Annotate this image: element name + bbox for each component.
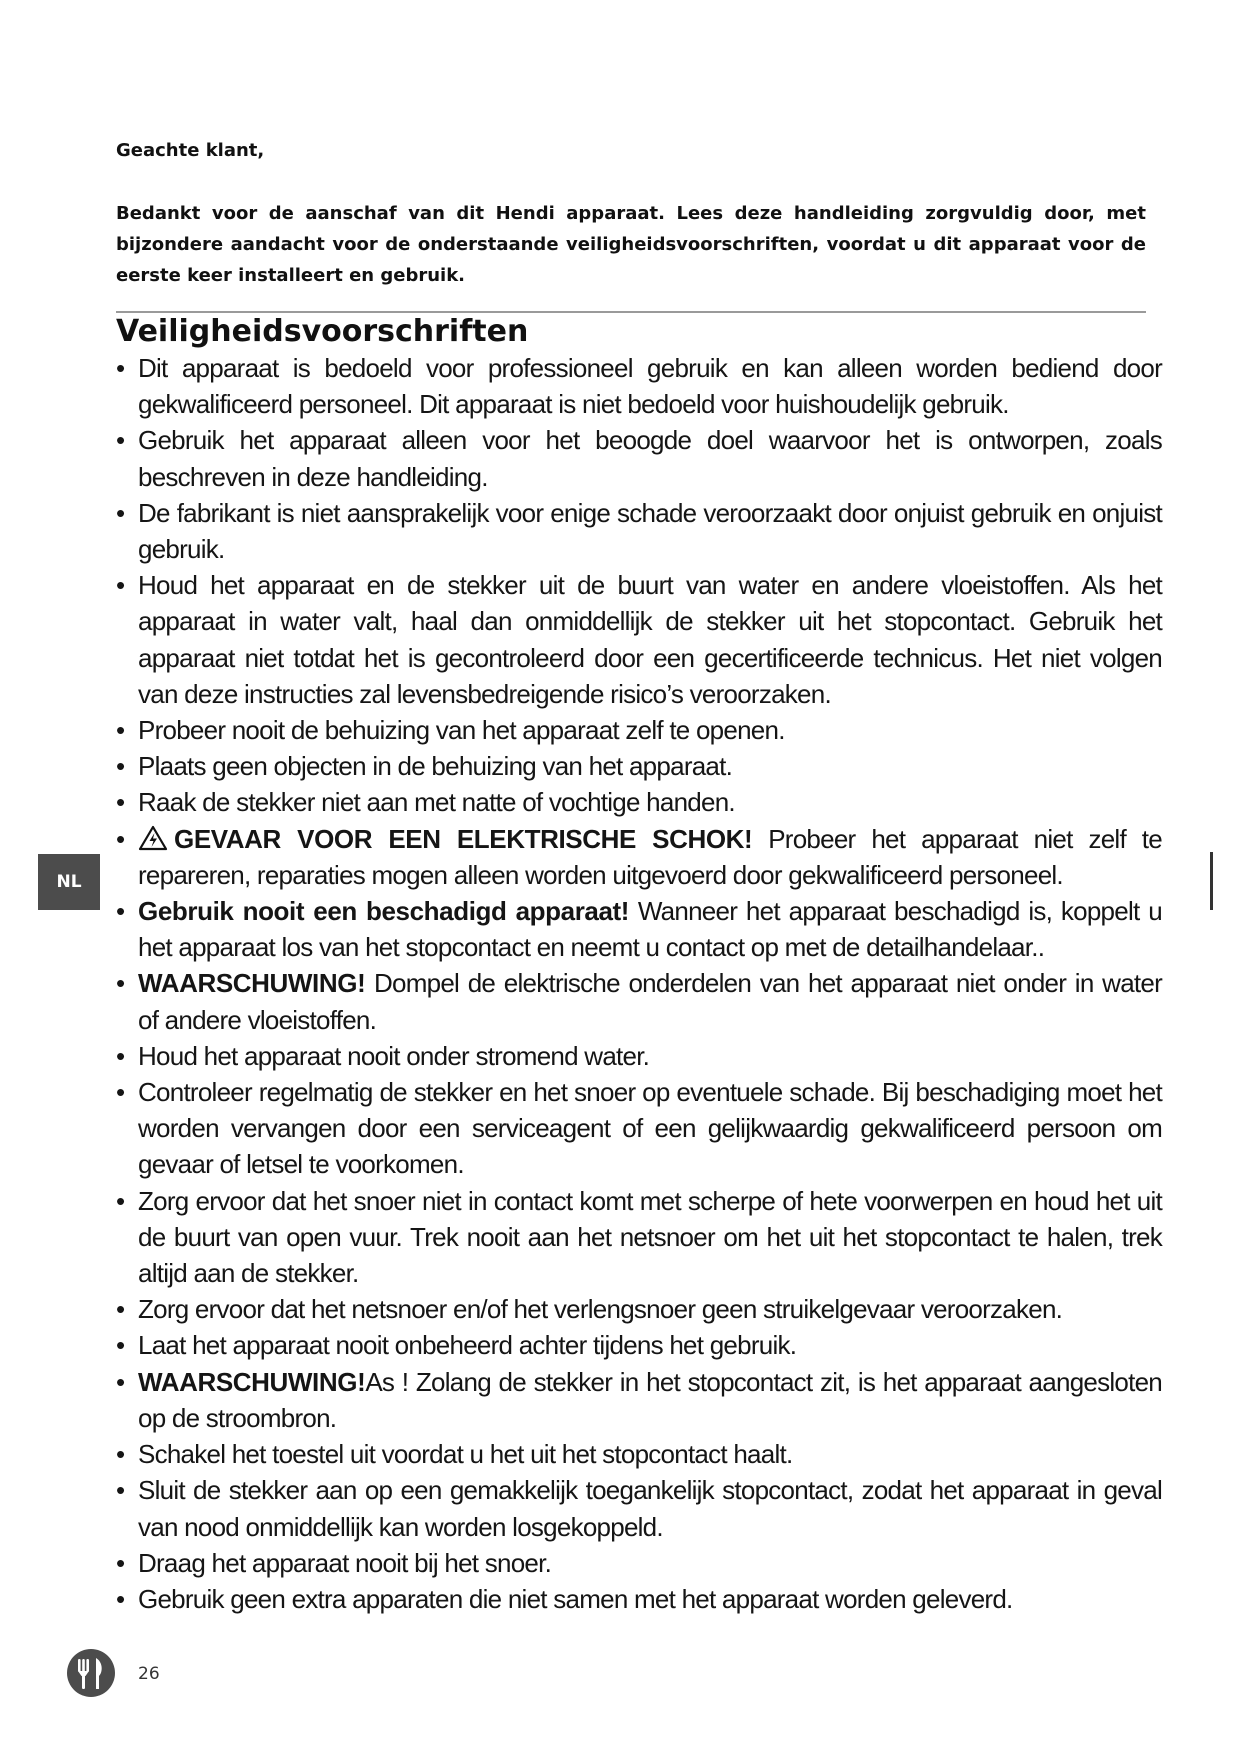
list-item: • Controleer regelmatig de stekker en het snoer op eventuele schade. Bij beschadiging moet het worden vervangen door een serviceagent of een gelijkwaardig gekwalificeerd persoon om gevaar of letsel te voorkomen. <box>116 1074 1162 1183</box>
list-item: • Gebruik nooit een beschadigd apparaat! Wanneer het apparaat beschadigd is, koppelt u het apparaat los van het stopcontact en neemt u contact op met de detailhandelaar.. <box>116 893 1162 965</box>
list-item: • De fabrikant is niet aansprakelijk voor enige schade veroorzaakt door onjuist gebruik en onjuist gebruik. <box>116 495 1162 567</box>
list-item: • Draag het apparaat nooit bij het snoer. <box>116 1545 1162 1581</box>
cutlery-logo-icon <box>66 1648 116 1698</box>
list-item: • Zorg ervoor dat het netsnoer en/of het verlengsnoer geen struikelgevaar veroorzaken. <box>116 1291 1162 1327</box>
divider <box>116 311 1146 313</box>
list-item: • Houd het apparaat en de stekker uit de buurt van water en andere vloeistoffen. Als het apparaat in water valt, haal dan onmiddellijk de stekker uit het stopcontact. Gebruik het apparaat niet totdat het is gecontroleerd door een gecertificeerde technicus. Het niet volgen van deze instructies zal levensbedreigende risico’s veroorzaken. <box>116 567 1162 712</box>
greeting: Geachte klant, <box>116 140 265 161</box>
safety-rules-list <box>116 350 1162 1617</box>
language-tab: NL <box>38 854 100 910</box>
list-item: • Dit apparaat is bedoeld voor professioneel gebruik en kan alleen worden bediend door gekwalificeerd personeel. Dit apparaat is niet bedoeld voor huishoudelijk gebruik. <box>116 350 1162 422</box>
electric-shock-warning-icon <box>138 825 168 851</box>
list-item: • Gebruik geen extra apparaten die niet samen met het apparaat worden geleverd. <box>116 1581 1162 1617</box>
list-item: • Plaats geen objecten in de behuizing van het apparaat. <box>116 748 1162 784</box>
list-item: • Laat het apparaat nooit onbeheerd achter tijdens het gebruik. <box>116 1327 1162 1363</box>
list-item: • GEVAAR VOOR EEN ELEKTRISCHE SCHOK! Probeer het apparaat niet zelf te repareren, reparaties mogen alleen worden uitgevoerd door gekwalificeerd personeel. <box>116 821 1162 893</box>
list-item: • Sluit de stekker aan op een gemakkelijk toegankelijk stopcontact, zodat het apparaat in geval van nood onmiddellijk kan worden losgekoppeld. <box>116 1472 1162 1544</box>
intro-paragraph: Bedankt voor de aanschaf van dit Hendi apparaat. Lees deze handleiding zorgvuldig door, met bijzondere aandacht voor de onderstaande veiligheidsvoorschriften, voordat u dit apparaat voor de eerste keer installeert en gebruik. <box>116 203 1146 286</box>
list-item: • WAARSCHUWING!As ! Zolang de stekker in het stopcontact zit, is het apparaat aangesloten op de stroombron. <box>116 1364 1162 1436</box>
page-number: 26 <box>138 1664 160 1684</box>
section-title: Veiligheidsvoorschriften <box>116 314 529 349</box>
list-item: • Zorg ervoor dat het snoer niet in contact komt met scherpe of hete voorwerpen en houd het uit de buurt van open vuur. Trek nooit aan het netsnoer om het uit het stopcontact te halen, trek altijd aan de stekker. <box>116 1183 1162 1292</box>
list-item: • Schakel het toestel uit voordat u het uit het stopcontact haalt. <box>116 1436 1162 1472</box>
margin-marker <box>1210 852 1213 910</box>
list-item: • Probeer nooit de behuizing van het apparaat zelf te openen. <box>116 712 1162 748</box>
list-item: • Gebruik het apparaat alleen voor het beoogde doel waarvoor het is ontworpen, zoals beschreven in deze handleiding. <box>116 422 1162 494</box>
list-item: • Houd het apparaat nooit onder stromend water. <box>116 1038 1162 1074</box>
list-item: • WAARSCHUWING! Dompel de elektrische onderdelen van het apparaat niet onder in water of andere vloeistoffen. <box>116 965 1162 1037</box>
list-item: • Raak de stekker niet aan met natte of vochtige handen. <box>116 784 1162 820</box>
